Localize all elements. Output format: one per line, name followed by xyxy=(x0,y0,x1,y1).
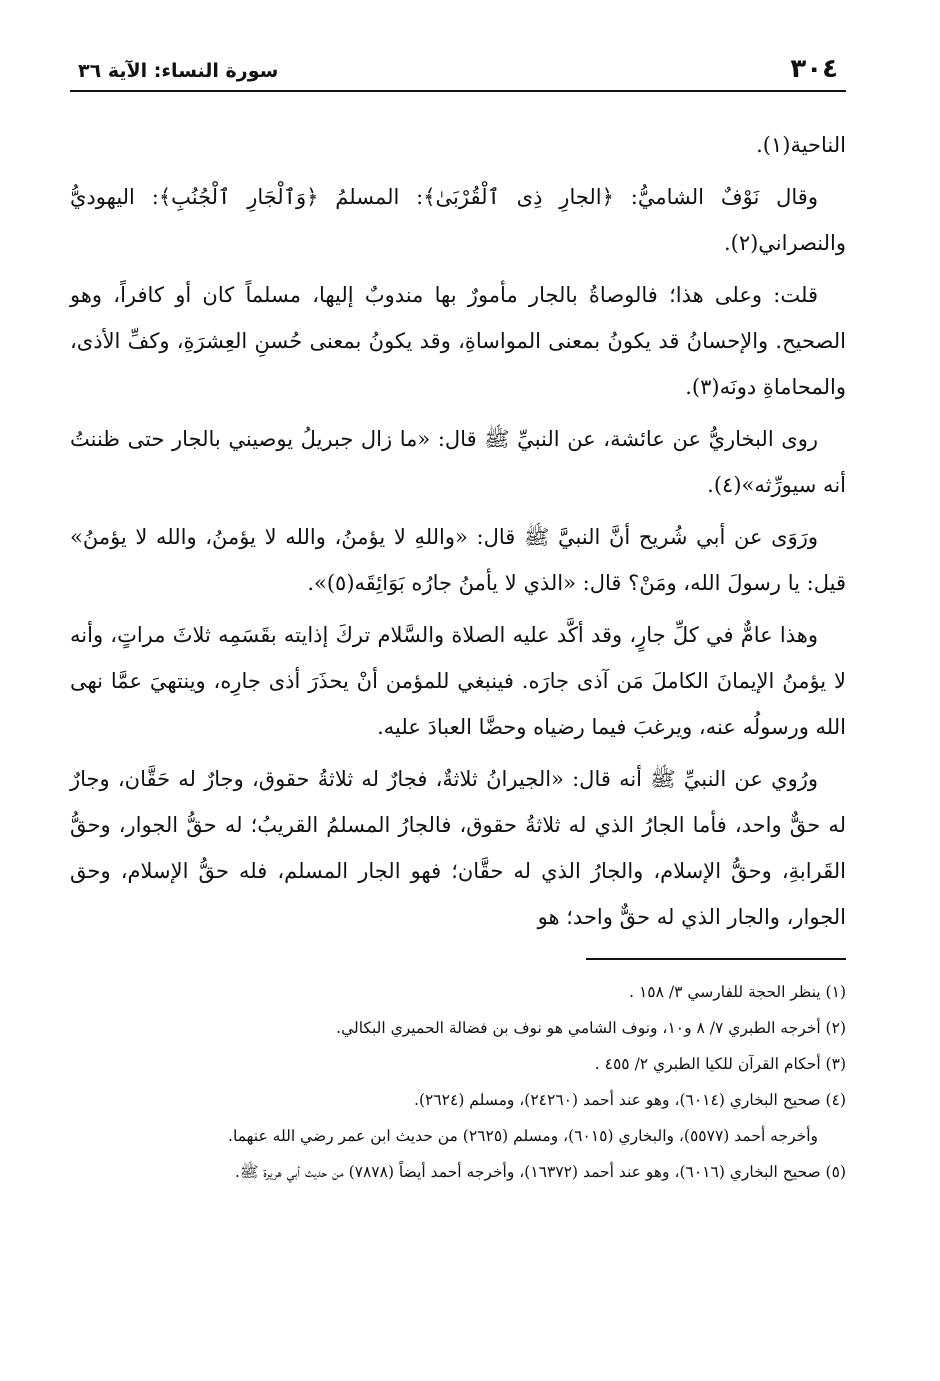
footnote-continuation: وأخرجه أحمد (٥٥٧٧)، والبخاري (٦٠١٥)، ومسلم (٢٦٢٥) من حديث ابن عمر رضي الله عنهما. xyxy=(228,1127,818,1145)
footnote: (٣) أحكام القرآن للكيا الطبري ٢/ ٤٥٥ . xyxy=(594,1055,846,1073)
footnote: (٤) صحيح البخاري (٦٠١٤)، وهو عند أحمد (٢٤٢٦٠)، ومسلم (٢٦٢٤). xyxy=(414,1091,846,1109)
footnotes xyxy=(70,974,846,1190)
paragraph: الناحية(١). xyxy=(756,133,846,157)
footnote: (٥) صحيح البخاري (٦٠١٦)، وهو عند أحمد (١٦٣٧٢)، وأخرجه أحمد أيضاً (٧٨٧٨) من حديث أبي هريرة ﷺ. xyxy=(234,1163,846,1181)
paragraph: قلت: وعلى هذا؛ فالوصاةُ بالجار مأمورٌ بها مندوبٌ إليها، مسلماً كان أو كافراً، وهو الصحيح. والإحسانُ قد يكونُ بمعنى المواساةِ، وقد يكونُ بمعنى حُسنِ العِشرَةِ، وكفِّ الأذى، والمحاماةِ دونَه(٣). xyxy=(70,283,846,399)
footnote: (١) ينظر الحجة للفارسي ٣/ ١٥٨ . xyxy=(629,983,846,1001)
paragraph: روى البخاريُّ عن عائشة، عن النبيِّ ﷺ قال: «ما زال جبريلُ يوصيني بالجار حتى ظننتُ أنه سيورِّثه»(٤). xyxy=(70,427,846,497)
main-text xyxy=(70,122,846,940)
paragraph: وقال نَوْفٌ الشاميُّ: ﴿الجارِ ذِى ٱلْقُرْبَىٰ﴾: المسلمُ ﴿وَٱلْجَارِ ٱلْجُنُبِ﴾: اليهوديُّ والنصراني(٢). xyxy=(70,185,846,255)
running-header xyxy=(70,50,846,92)
footnote-divider xyxy=(586,958,846,960)
paragraph: ورُوي عن النبيِّ ﷺ أنه قال: «الجيرانُ ثلاثةٌ، فجارٌ له ثلاثةُ حقوق، وجارٌ له حَقَّان، وجارٌ له حقٌّ واحد، فأما الجارُ الذي له ثلاثةُ حقوق، فالجارُ المسلمُ القريبُ؛ له حقُّ الجوار، وحقُّ القَرابةِ، وحقُّ الإسلام، والجارُ الذي له حقَّان؛ فهو الجار المسلم، فله حقُّ الإسلام، وحق الجوار، والجار الذي له حقٌّ واحد؛ هو xyxy=(70,767,846,929)
surah-title: سورة النساء: الآية ٣٦ xyxy=(78,60,279,82)
paragraph: ورَوَى عن أبي شُريح أنَّ النبيَّ ﷺ قال: «واللهِ لا يؤمنُ، والله لا يؤمنُ، والله لا يؤمنُ» قيل: يا رسولَ الله، ومَنْ؟ قال: «الذي لا يأمنُ جارُه بَوَائِقَه(٥)». xyxy=(70,525,846,595)
footnote: (٢) أخرجه الطبري ٧/ ٨ و١٠، ونوف الشامي هو نوف بن فضالة الحميري البكالي. xyxy=(336,1019,846,1037)
book-page xyxy=(70,50,846,1350)
paragraph: وهذا عامٌّ في كلِّ جارٍ، وقد أكَّد عليه الصلاة والسَّلام تركَ إذايته بقَسَمِه ثلاثَ مراتٍ، وأنه لا يؤمنُ الإيمانَ الكاملَ مَن آذى جارَه. فينبغي للمؤمن أنْ يحذَرَ أذى جارِه، وينتهيَ عمَّا نهى الله ورسولُه عنه، ويرغبَ فيما رضياه وحضَّا العبادَ عليه. xyxy=(70,623,846,739)
page-number: ٣٠٤ xyxy=(790,54,838,84)
